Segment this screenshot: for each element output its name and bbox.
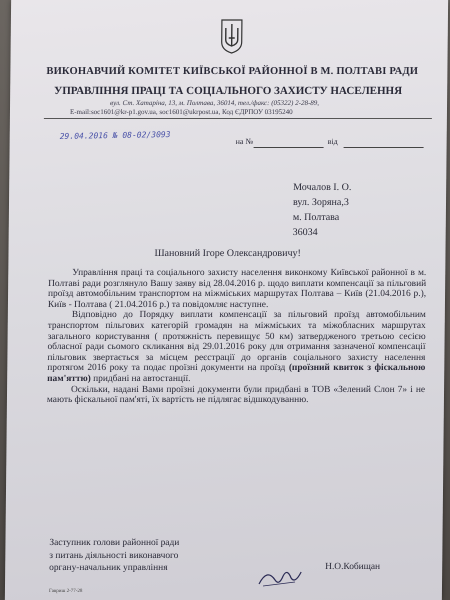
salutation: Шановний Ігоре Олександровичу! <box>154 248 301 259</box>
body-paragraph-3: Оскільки, надані Вами проїзні документи були придбані в ТОВ «Зелений Слон 7» і не мають фіскальної пам'яті, їх вартість не підлягає відшкодуванню. <box>46 384 426 406</box>
coat-of-arms-icon <box>220 18 244 54</box>
header-divider <box>44 118 432 119</box>
handwritten-signature-icon <box>255 562 305 590</box>
reference-date-label: від <box>327 137 338 146</box>
signatory-title <box>49 537 179 575</box>
recipient-postcode: 36034 <box>292 227 318 238</box>
body-paragraph-2-emphasis: (проїзний квиток з фіскальною пам'яттю) <box>47 363 426 384</box>
body-paragraph-2-text: Відповідно до Порядку виплати компенсації за пільговий проїзд автомобільним транспортом пільгових категорій громадян на міжміських та міжобласних маршрутах загального користування ( протяжність перевищує 50 км) затвердженого третьою сесією обласної ради сьомого скликання від 29.01.2016 року для отримання зазначеної компенсації пільговик звертається за місцем реєстрації до органів соціального захисту населення протягом 2016 року та подає проїзні документи на проїзд <box>47 310 426 374</box>
signatory-title-line-1: Заступник голови районної ради <box>49 538 180 548</box>
reference-date-line <box>344 147 424 148</box>
footer-code: Гавриш 2-77-28 <box>48 589 83 594</box>
body-paragraph-2 <box>47 310 426 384</box>
recipient-name: Мочалов І. О. <box>293 182 352 193</box>
letter-body <box>47 268 426 406</box>
reference-number-line <box>254 147 324 148</box>
reference-number-label: на № <box>235 137 254 146</box>
recipient-street: вул. Зоряна,3 <box>292 197 349 208</box>
signatory-name: Н.О.Кобищан <box>325 562 381 572</box>
signatory-title-line-2: з питань діяльності виконавчого <box>49 550 179 561</box>
body-paragraph-1: Управління праці та соціального захисту населення виконкому Київської районної в м. Полтаві ради розглянуло Вашу заяву від 28.04.2016 р. щодо виплати компенсації за пільговий проїзд автомобільним транспортом на міжміських маршрутах Полтава – Київ (21.04.2016 р.), Київ - Полтава ( 21.04.2016 р.) та повідомляє наступне. <box>47 268 427 310</box>
committee-header: ВИКОНАВЧИЙ КОМІТЕТ КИЇВСЬКОЇ РАЙОННОЇ В М. ПОЛТАВІ РАДИ <box>46 66 419 77</box>
letter-sheet <box>5 0 448 600</box>
department-header: УПРАВЛІННЯ ПРАЦІ ТА СОЦІАЛЬНОГО ЗАХИСТУ НАСЕЛЕННЯ <box>54 85 403 97</box>
recipient-city: м. Полтава <box>292 212 340 223</box>
registration-stamp: 29.04.2016 № 08-02/3093 <box>59 130 171 141</box>
signatory-title-line-3: органу-начальник управління <box>49 563 168 573</box>
body-paragraph-2-tail: придбані на автостанції. <box>93 373 191 384</box>
recipient-block <box>293 180 352 240</box>
department-address: вул. Ст. Хатаріна, 13, м. Полтава, 36014, тел./факс: (05322) 2-28-89, <box>110 99 320 107</box>
department-email: E-mail:soc1601@kr-p1.gov.ua, soc1601@ukrpost.ua, Код ЄДРПОУ 03195240 <box>69 108 293 116</box>
